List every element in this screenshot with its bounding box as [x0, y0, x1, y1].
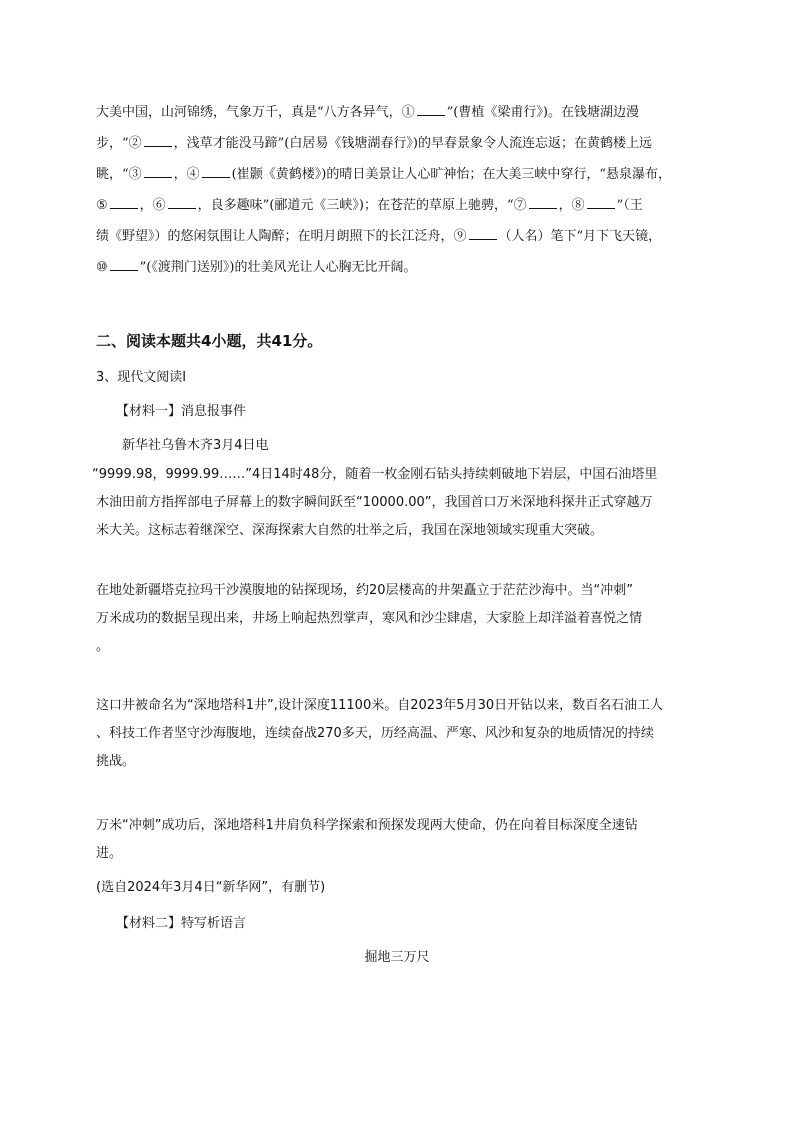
news-dateline: 新华社乌鲁木齐3月4日电: [122, 438, 269, 453]
fill-blank-8[interactable]: [587, 196, 615, 209]
fill-blank-10[interactable]: [110, 258, 138, 271]
fill-blank-7[interactable]: [529, 196, 557, 209]
poem-line-2: [96, 132, 698, 151]
poem-text: 步，“②: [96, 136, 142, 151]
fill-blank-4[interactable]: [202, 165, 230, 178]
paragraph-3-line-2: 、科技工作者坚守沙海腹地，连续奋战270多天，历经高温、严寒、风沙和复杂的地质情况的持续: [96, 726, 654, 741]
poem-line-6: [96, 256, 698, 275]
poem-text: ”（王: [616, 198, 643, 213]
poem-text: ”(《渡荆门送别》)的壮美风光让人心胸无比开阔。: [139, 260, 417, 275]
poem-text: ，⑥: [139, 198, 166, 213]
poem-text: ，良多趣味”(郦道元《三峡》)；在苍茫的草原上驰骋，“⑦: [197, 198, 527, 213]
fill-blank-3[interactable]: [144, 165, 172, 178]
paragraph-1-line-3: 米大关。这标志着继深空、深海探索大自然的壮举之后，我国在深地领域实现重大突破。: [96, 523, 604, 538]
fill-blank-6[interactable]: [168, 196, 196, 209]
poem-line-1: [96, 101, 698, 120]
fill-blank-1[interactable]: [417, 103, 445, 116]
paragraph-2-line-1: 在地处新疆塔克拉玛干沙漠腹地的钻探现场，约20层楼高的井架矗立于茫茫沙海中。当“冲刺”: [96, 583, 634, 598]
poem-line-5: [96, 225, 698, 244]
paragraph-1-line-2: 木油田前方指挥部电子屏幕上的数字瞬间跃至“10000.00”，我国首口万米深地科探井正式穿越万: [96, 495, 653, 510]
poem-text: ，④: [173, 167, 200, 182]
poem-line-3: [96, 163, 698, 182]
paragraph-3-line-3: 挑战。: [96, 754, 136, 769]
poem-text: ，浅草才能没马蹄”(白居易《钱塘湖春行》)的早春景象令人流连忘返；在黄鹤楼上远: [173, 136, 652, 151]
fill-blank-9[interactable]: [469, 227, 497, 240]
section-heading: 二、阅读本题共4小题，共41分。: [96, 332, 323, 350]
material-two-label: 【材料二】特写析语言: [116, 916, 247, 931]
poem-text: （人名）笔下“月下飞天镜，: [498, 229, 662, 244]
paragraph-2-line-2: 万米成功的数据呈现出来，井场上响起热烈掌声，寒风和沙尘肆虐，大家脸上却洋溢着喜悦之情: [96, 611, 643, 626]
poem-text: ⑤: [96, 198, 108, 213]
question-label: 3、现代文阅读I: [96, 370, 187, 385]
paragraph-2-line-3: 。: [96, 639, 110, 654]
article-title: 掘地三万尺: [364, 950, 430, 965]
fill-blank-2[interactable]: [144, 134, 172, 147]
poem-text: ”(曹植《梁甫行》)。在钱塘湖边漫: [446, 105, 639, 120]
paragraph-4-line-1: 万米“冲刺”成功后，深地塔科1井肩负科学探索和预探发现两大使命，仍在向着目标深度全速钻: [96, 818, 638, 833]
paragraph-4-line-2: 进。: [96, 846, 123, 861]
poem-text: 眺，“③: [96, 167, 142, 182]
poem-text: ⑩: [96, 260, 108, 275]
poem-text: (崔颢《黄鹤楼》)的晴日美景让人心旷神怡；在大美三峡中穿行，“悬泉瀑布，: [231, 167, 671, 182]
paragraph-1-line-1: “9999.98，9999.99……”4日14时48分，随着一枚金刚石钻头持续刺破地下岩层，中国石油塔里: [92, 467, 658, 482]
paragraph-3-line-1: 这口井被命名为“深地塔科1井”,设计深度11100米。自2023年5月30日开钻以来，数百名石油工人: [96, 698, 664, 713]
material-one-label: 【材料一】消息报事件: [116, 404, 247, 419]
fill-blank-5[interactable]: [110, 196, 138, 209]
poem-text: 大美中国，山河锦绣，气象万千，真是“八方各异气，①: [96, 105, 415, 120]
source-note: (选自2024年3月4日“新华网”，有删节): [96, 880, 326, 895]
poem-text: 绩《野望》）的悠闲氛围让人陶醉；在明月朗照下的长江泛舟，⑨: [96, 229, 467, 244]
poem-line-4: [96, 194, 698, 213]
poem-text: ，⑧: [558, 198, 585, 213]
